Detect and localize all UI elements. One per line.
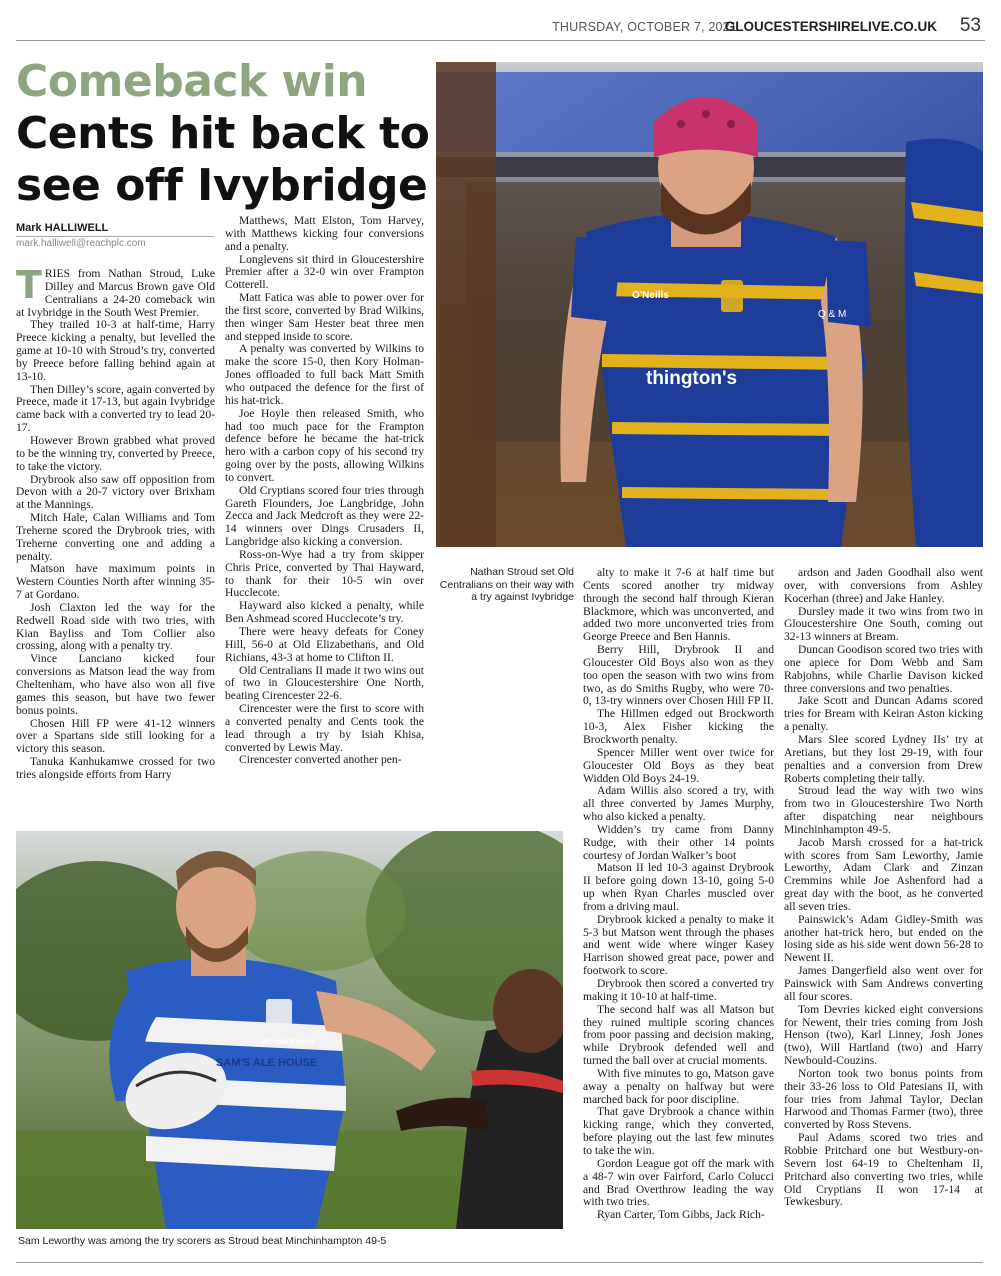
article-paragraph: Spencer Miller went over twice for Gloucester Old Boys as they beat Widden Old Boys 24-19. (583, 745, 774, 785)
club-text: Stroud Rugby (262, 1037, 315, 1046)
shirt-sponsor: thington's (646, 368, 738, 389)
article-paragraph: Mitch Hale, Calan Williams and Tom Treherne scored the Drybrook tries, with Treherne converting one and adding a penalty. (16, 511, 215, 563)
article-paragraph: Drybrook kicked a penalty to make it 5-3 but Matson went through the phases and went wide where winger Kasey Harrison showed great pace, power and footwork to score. (583, 912, 774, 978)
article-paragraph: Drybrook then scored a converted try making it 10-10 at half-time. (583, 977, 774, 1003)
article-paragraph: Ross-on-Wye had a try from skipper Chris Price, converted by Thai Hayward, to thank for their 10-5 win over Hucclecote. (225, 547, 424, 600)
column-paragraphs (784, 567, 983, 1209)
site-name[interactable]: GLOUCESTERSHIRELIVE.CO.UK (724, 19, 937, 34)
page-number: 53 (959, 15, 981, 36)
article-paragraph: Hayward also kicked a penalty, while Ben Ashmead scored Hucclecote’s try. (225, 599, 424, 626)
article-paragraph: James Dangerfield also went over for Painswick with Sam Andrews converting all four scores. (784, 964, 983, 1003)
article-paragraph: Cirencester converted another pen- (239, 753, 402, 767)
article-paragraph: Jacob Marsh crossed for a hat-trick with scores from Sam Leworthy, Jamie Leworthy, Adam Clark and Zinzan Cremmins while Joe Ashenford had a great day with the boot, as he converted all seven tries. (784, 835, 983, 913)
article-paragraph: Matthews, Matt Elston, Tom Harvey, with Matthews kicking four conversions and a penalty. (225, 215, 424, 253)
article-column-1 (16, 268, 215, 822)
bottom-photo (16, 831, 563, 1229)
article-kicker: Comeback win (16, 56, 368, 107)
article-paragraph: Cirencester were the first to score with a converted penalty and Cents took the lead through a try by Isiah Khisa, converted by Lewis May. (225, 702, 424, 754)
article-paragraph: They trailed 10-3 at half-time, Harry Preece kicking a penalty, but levelled the game at 10-10 with Stroud’s try, converted by Preece before falling behind again at 13-10. (16, 318, 215, 383)
article-paragraph: Ryan Carter, Tom Gibbs, Jack Rich- (597, 1208, 765, 1222)
article-paragraph: Tanuka Kanhukamwe crossed for two tries alongside efforts from Harry (16, 755, 215, 781)
article-paragraph: Paul Adams scored two tries and Robbie Pritchard one but Westbury-on-Severn lost 64-19 to Cheltenham II, Pritchard also converting two tries, while Old Cryptians II won 17-14 at Tewkesbury. (784, 1131, 983, 1209)
article-paragraph: RIES from Nathan Stroud, Luke Dilley and Marcus Brown gave Old Centralians a 24-20 comeback win at Ivybridge in the South West Premier. (16, 268, 215, 319)
article-paragraph: Matson II led 10-3 against Drybrook II before going down 13-10, going 5-0 up when Ryan Charles muscled over from a driving maul. (583, 861, 774, 913)
sleeve-text: Q & M (818, 309, 847, 320)
article-paragraph: Norton took two bonus points from their 33-26 loss to Old Patesians II, with four tries from Jahmal Taylor, Declan Harwood and Thomas Farmer (two), three converted by Ross Stevens. (784, 1066, 983, 1132)
author-email[interactable]: mark.halliwell@reachplc.com (16, 238, 146, 249)
article-paragraph: Duncan Goodison scored two tries with one apiece for Dom Webb and Sam Rabjohns, while Charlie Davison kicked three conversions and two penalties. (784, 643, 983, 695)
drop-cap: T (16, 268, 42, 307)
issue-date: THURSDAY, OCTOBER 7, 2021 (552, 20, 737, 34)
article-paragraph: That gave Drybrook a chance within kicking range, which they converted, before playing out the last few minutes to take the win. (583, 1105, 774, 1157)
article-paragraph: Old Cryptians scored four tries through Gareth Flounders, Joe Langbridge, John Zecca and Jack Medcroft as they were 22-14 winners over Dings Crusaders II, Langbridge also kicking a conversion. (225, 483, 424, 549)
article-paragraph: Adam Willis also scored a try, with all three converted by James Murphy, who also kicked a penalty. (583, 784, 774, 824)
article-paragraph: With five minutes to go, Matson gave away a penalty on halfway but were marched back for poor discipline. (583, 1066, 774, 1106)
article-paragraph: Matt Fatica was able to power over for the first score, converted by Brad Wilkins, then winger Sam Hester beat three men and stepped inside to score. (225, 291, 424, 343)
shirt-sponsor-bottom: SAM'S ALE HOUSE (216, 1057, 318, 1069)
top-photo-illustration (436, 62, 983, 547)
article-paragraph: Drybrook also saw off opposition from Devon with a 20-7 victory over Brixham at the Mannings. (16, 472, 215, 512)
article-paragraph: Gordon League got off the mark with a 48-7 win over Fairford, Carlo Colucci and Brad Overthrow leading the way with two tries. (583, 1156, 774, 1209)
article-column-4 (784, 567, 983, 1257)
top-photo-caption: Nathan Stroud set Old Centralians on their way with a try against Ivybridge (439, 566, 574, 603)
author-byline: Mark HALLIWELL (16, 222, 214, 237)
article-paragraph: Matson have maximum points in Western Counties North after winning 35-7 at Gordano. (16, 562, 215, 602)
article-paragraph: Then Dilley’s score, again converted by Preece, made it 17-13, but again Ivybridge came back with a converted try to lead 20-17. (16, 382, 215, 435)
article-paragraph: Dursley made it two wins from two in Gloucestershire One South, coming out 32-13 winners at Bream. (784, 604, 983, 644)
article-paragraph: alty to make it 7-6 at half time but Cents scored another try midway through the second half through Kieran Blackmore, which was unconverted, and added two more unconverted tries from George Preece and Ben Hannis. (583, 567, 774, 644)
bottom-photo-caption: Sam Leworthy was among the try scorers as Stroud beat Minchinhampton 49-5 (18, 1235, 387, 1247)
article-paragraph: A penalty was converted by Wilkins to make the score 15-0, then Kory Holman-Jones offloaded to full back Matt Smith who outpaced the defence for the first of his hat-trick. (225, 342, 424, 407)
page-header (16, 14, 985, 41)
column-paragraphs (225, 215, 424, 767)
article-paragraph: ardson and Jaden Goodhall also went over, with conversions from Ashley Kocerhan (three) and Jake Hanley. (784, 567, 983, 605)
column-paragraphs (583, 567, 774, 1222)
shirt-brand: O'Neills (632, 290, 669, 301)
article-paragraph: Painswick’s Adam Gidley-Smith was another hat-trick hero, but ended on the losing side as his side went down 56-28 to Newent II. (784, 912, 983, 965)
article-paragraph: Josh Claxton led the way for the Redwell Road side with two tries, with Kian Bayliss and Tom Collier also crossing, along with a penalty try. (16, 600, 215, 653)
article-column-2 (225, 215, 424, 822)
article-paragraph: Chosen Hill FP were 41-12 winners over a Spartans side still looking for a victory this season. (16, 716, 215, 756)
article-paragraph: Longlevens sit third in Gloucestershire Premier after a 32-0 win over Frampton Cotterell. (225, 252, 424, 292)
article-paragraph: Old Centralians II made it two wins out of two in Gloucestershire One North, beating Cirencester 22-6. (225, 663, 424, 703)
article-headline: Cents hit back to see off Ivybridge (16, 108, 430, 211)
article-column-3 (583, 567, 774, 1257)
column-paragraphs (16, 268, 215, 782)
article-paragraph: The second half was all Matson but they ruined multiple scoring chances from poor passing and decision making, while Drybrook defended well and turned the ball over at crucial moments. (583, 1002, 774, 1068)
article-paragraph: Jake Scott and Duncan Adams scored tries for Bream with Keiran Aston kicking a penalty. (784, 694, 983, 734)
article-paragraph: Joe Hoyle then released Smith, who had too much pace for the Frampton defence before he became the hat-trick hero with a carbon copy of his second try going over by the posts, allowing Wilkins to convert. (225, 406, 424, 484)
article-paragraph: Mars Slee scored Lydney IIs’ try at Aretians, but they lost 29-19, with four penalties and a conversion from Drew Roberts completing their tally. (784, 732, 983, 785)
article-paragraph: There were heavy defeats for Coney Hill, 56-0 at Old Elizabethans, and Old Richians, 43-3 at home to Clifton II. (225, 625, 424, 664)
article-paragraph: Tom Devries kicked eight conversions for Newent, their tries coming from Josh Henson (two), Karl Linney, Josh Jones (two), Will Hartland (two) and Harry Newbould-Couzins. (784, 1002, 983, 1068)
article-paragraph: Stroud lead the way with two wins from two in Gloucestershire Two North after dispatching near neighbours Minchinhampton 49-5. (784, 784, 983, 836)
page-footer-rule (16, 1262, 983, 1263)
article-paragraph: The Hillmen edged out Brockworth 10-3, Alex Fisher kicking the Brockworth penalty. (583, 707, 774, 746)
article-paragraph: However Brown grabbed what proved to be the winning try, converted by Preece, to take the victory. (16, 433, 215, 473)
article-paragraph: Vince Lanciano kicked four conversions as Matson lead the way from Cheltenham, who have also won all five games this season, but have two fewer bonus points. (16, 652, 215, 717)
bottom-photo-illustration (16, 831, 563, 1229)
top-photo (436, 62, 983, 547)
article-paragraph: Berry Hill, Drybrook II and Gloucester Old Boys also won as they too open the season with two wins from two, as do Smiths Rugby, who were 70-0, 13-try winners over Chosen Hill FP II. (583, 643, 774, 708)
article-paragraph: Widden’s try came from Danny Rudge, with their other 14 points courtesy of Jordan Walker’s boot (583, 822, 774, 862)
